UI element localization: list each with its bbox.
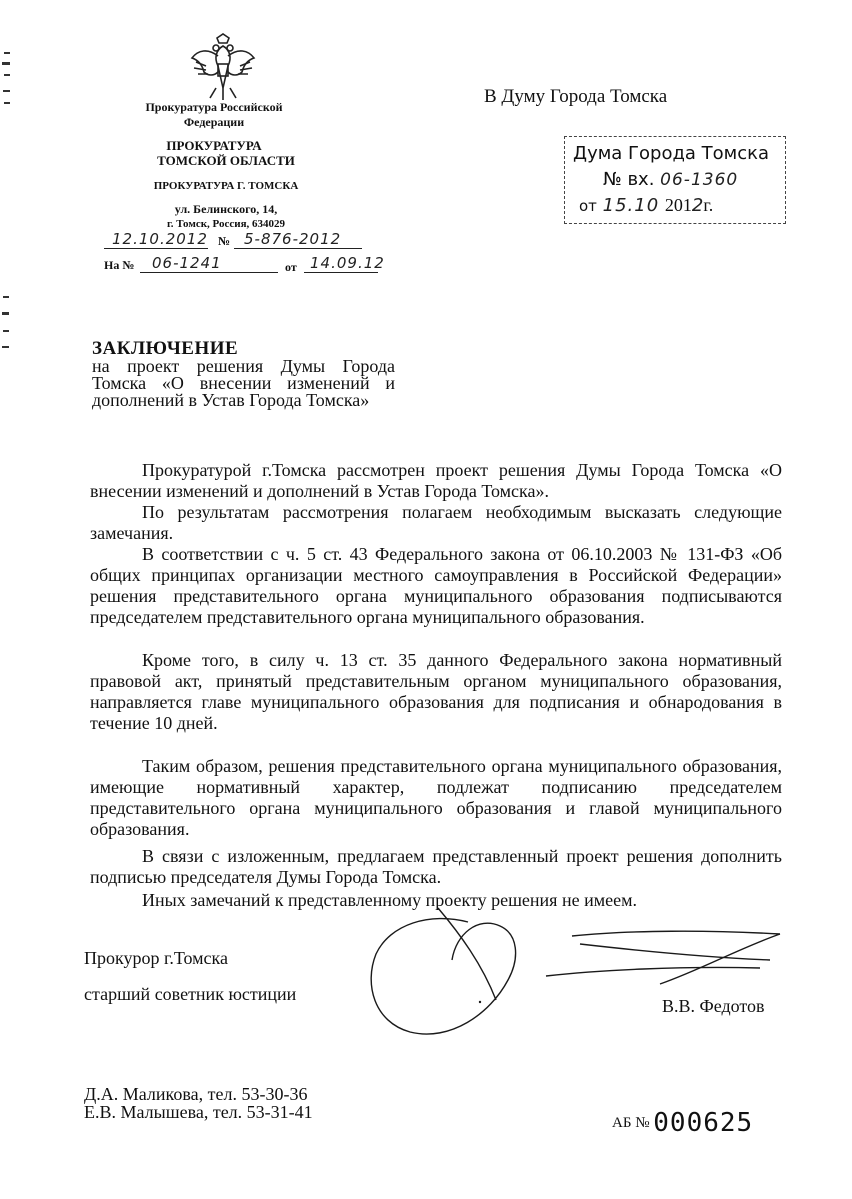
paragraph-6: В связи с изложенным, предлагаем представленный проект решения дополнить подписью председателя Думы Города Томска. [90,846,782,887]
serial-label: АБ № [612,1115,650,1131]
stamp-from-label: от [579,197,597,215]
paragraph-7: Иных замечаний к представленному проекту решения не имеем. [142,890,637,910]
scan-speck [2,346,9,348]
registration-stamp [564,136,786,224]
stamp-in-no: 06-1360 [660,170,739,190]
paragraph-1: Прокуратурой г.Томска рассмотрен проект решения Думы Города Томска «О внесении изменений и дополнений в Устав Города Томска». [90,460,782,501]
paragraph-3: В соответствии с ч. 5 ст. 43 Федерального закона от 06.10.2003 № 131-ФЗ «Об общих принципах организации местного самоуправления в Российской Федерации» решения представительного органа муниципального образования подписываются председателем представительного органа муниципального образования. [90,544,782,627]
outgoing-date: 12.10.2012 [112,230,208,248]
paragraph-4: Кроме того, в силу ч. 13 ст. 35 данного Федерального закона нормативный правовой акт, принятый представительным органом муниципального образования, направляется главе муниципального образования для подписания и обнародования в течение 10 дней. [90,650,782,733]
scan-speck [4,74,10,76]
stamp-year-digit: 2 [691,195,704,216]
outgoing-no-underline [234,248,362,249]
header-org2: ТОМСКОЙ ОБЛАСТИ [157,153,295,168]
header-org1: ПРОКУРАТУРА [166,138,262,153]
signatory-rank: старший советник юстиции [84,984,297,1004]
header-line2: Федерации [183,115,245,129]
signatory-position: Прокурор г.Томска [84,948,228,968]
signatory-name: В.В. Федотов [662,996,765,1016]
document-subtitle: на проект решения Думы Города Томска «О внесении изменений и дополнений в Устав Города Томска» [92,356,395,410]
handwritten-signature [360,904,800,1054]
outgoing-no: 5-876-2012 [244,230,342,248]
header-address2: г. Томск, Россия, 634029 [166,218,286,230]
ref-label: На № [104,258,135,272]
scan-speck [2,312,9,315]
stamp-in-label: № вх. [603,169,655,190]
signature-dot [479,1001,481,1003]
scan-speck [4,102,10,104]
serial-value: 000625 [653,1108,754,1138]
ref-date: 14.09.12 [310,254,385,272]
header-org3: ПРОКУРАТУРА Г. ТОМСКА [153,180,299,192]
addressee: В Думу Города Томска [484,86,668,107]
coat-of-arms-emblem-icon [188,32,258,102]
paragraph-2: По результатам рассмотрения полагаем необходимым высказать следующие замечания. [90,502,782,543]
ref-no: 06-1241 [152,254,222,272]
scan-speck [3,330,9,332]
ref-date-underline [304,272,378,273]
outgoing-no-label: № [218,234,231,248]
outgoing-date-underline [104,248,208,249]
stamp-title: Дума Города Томска [573,143,770,164]
stamp-date-row [579,195,779,216]
scan-speck [3,296,9,298]
stamp-date-handwritten: 15.10 [602,195,660,216]
stamp-year-prefix: 201 [664,195,692,215]
document-title: ЗАКЛЮЧЕНИЕ [92,338,239,359]
scan-speck [2,62,10,65]
stamp-year-suffix: г. [703,195,714,215]
ref-from-label: от [285,260,297,274]
contacts-1: Д.А. Маликова, тел. 53-30-36 [84,1084,308,1104]
scan-speck [3,90,10,92]
serial-number [612,1108,753,1138]
ref-no-underline [140,272,278,273]
paragraph-5: Таким образом, решения представительного органа муниципального образования, имеющие нормативный характер, подлежат подписанию председателем представительного органа муниципального образования и главой муниципального образования. [90,756,782,839]
header-address1: ул. Белинского, 14, [174,202,278,216]
stamp-in-row [603,169,779,190]
scan-speck [4,52,10,54]
contacts-2: Е.В. Малышева, тел. 53-31-41 [84,1102,313,1122]
header-line1: Прокуратура Российской [145,100,283,114]
